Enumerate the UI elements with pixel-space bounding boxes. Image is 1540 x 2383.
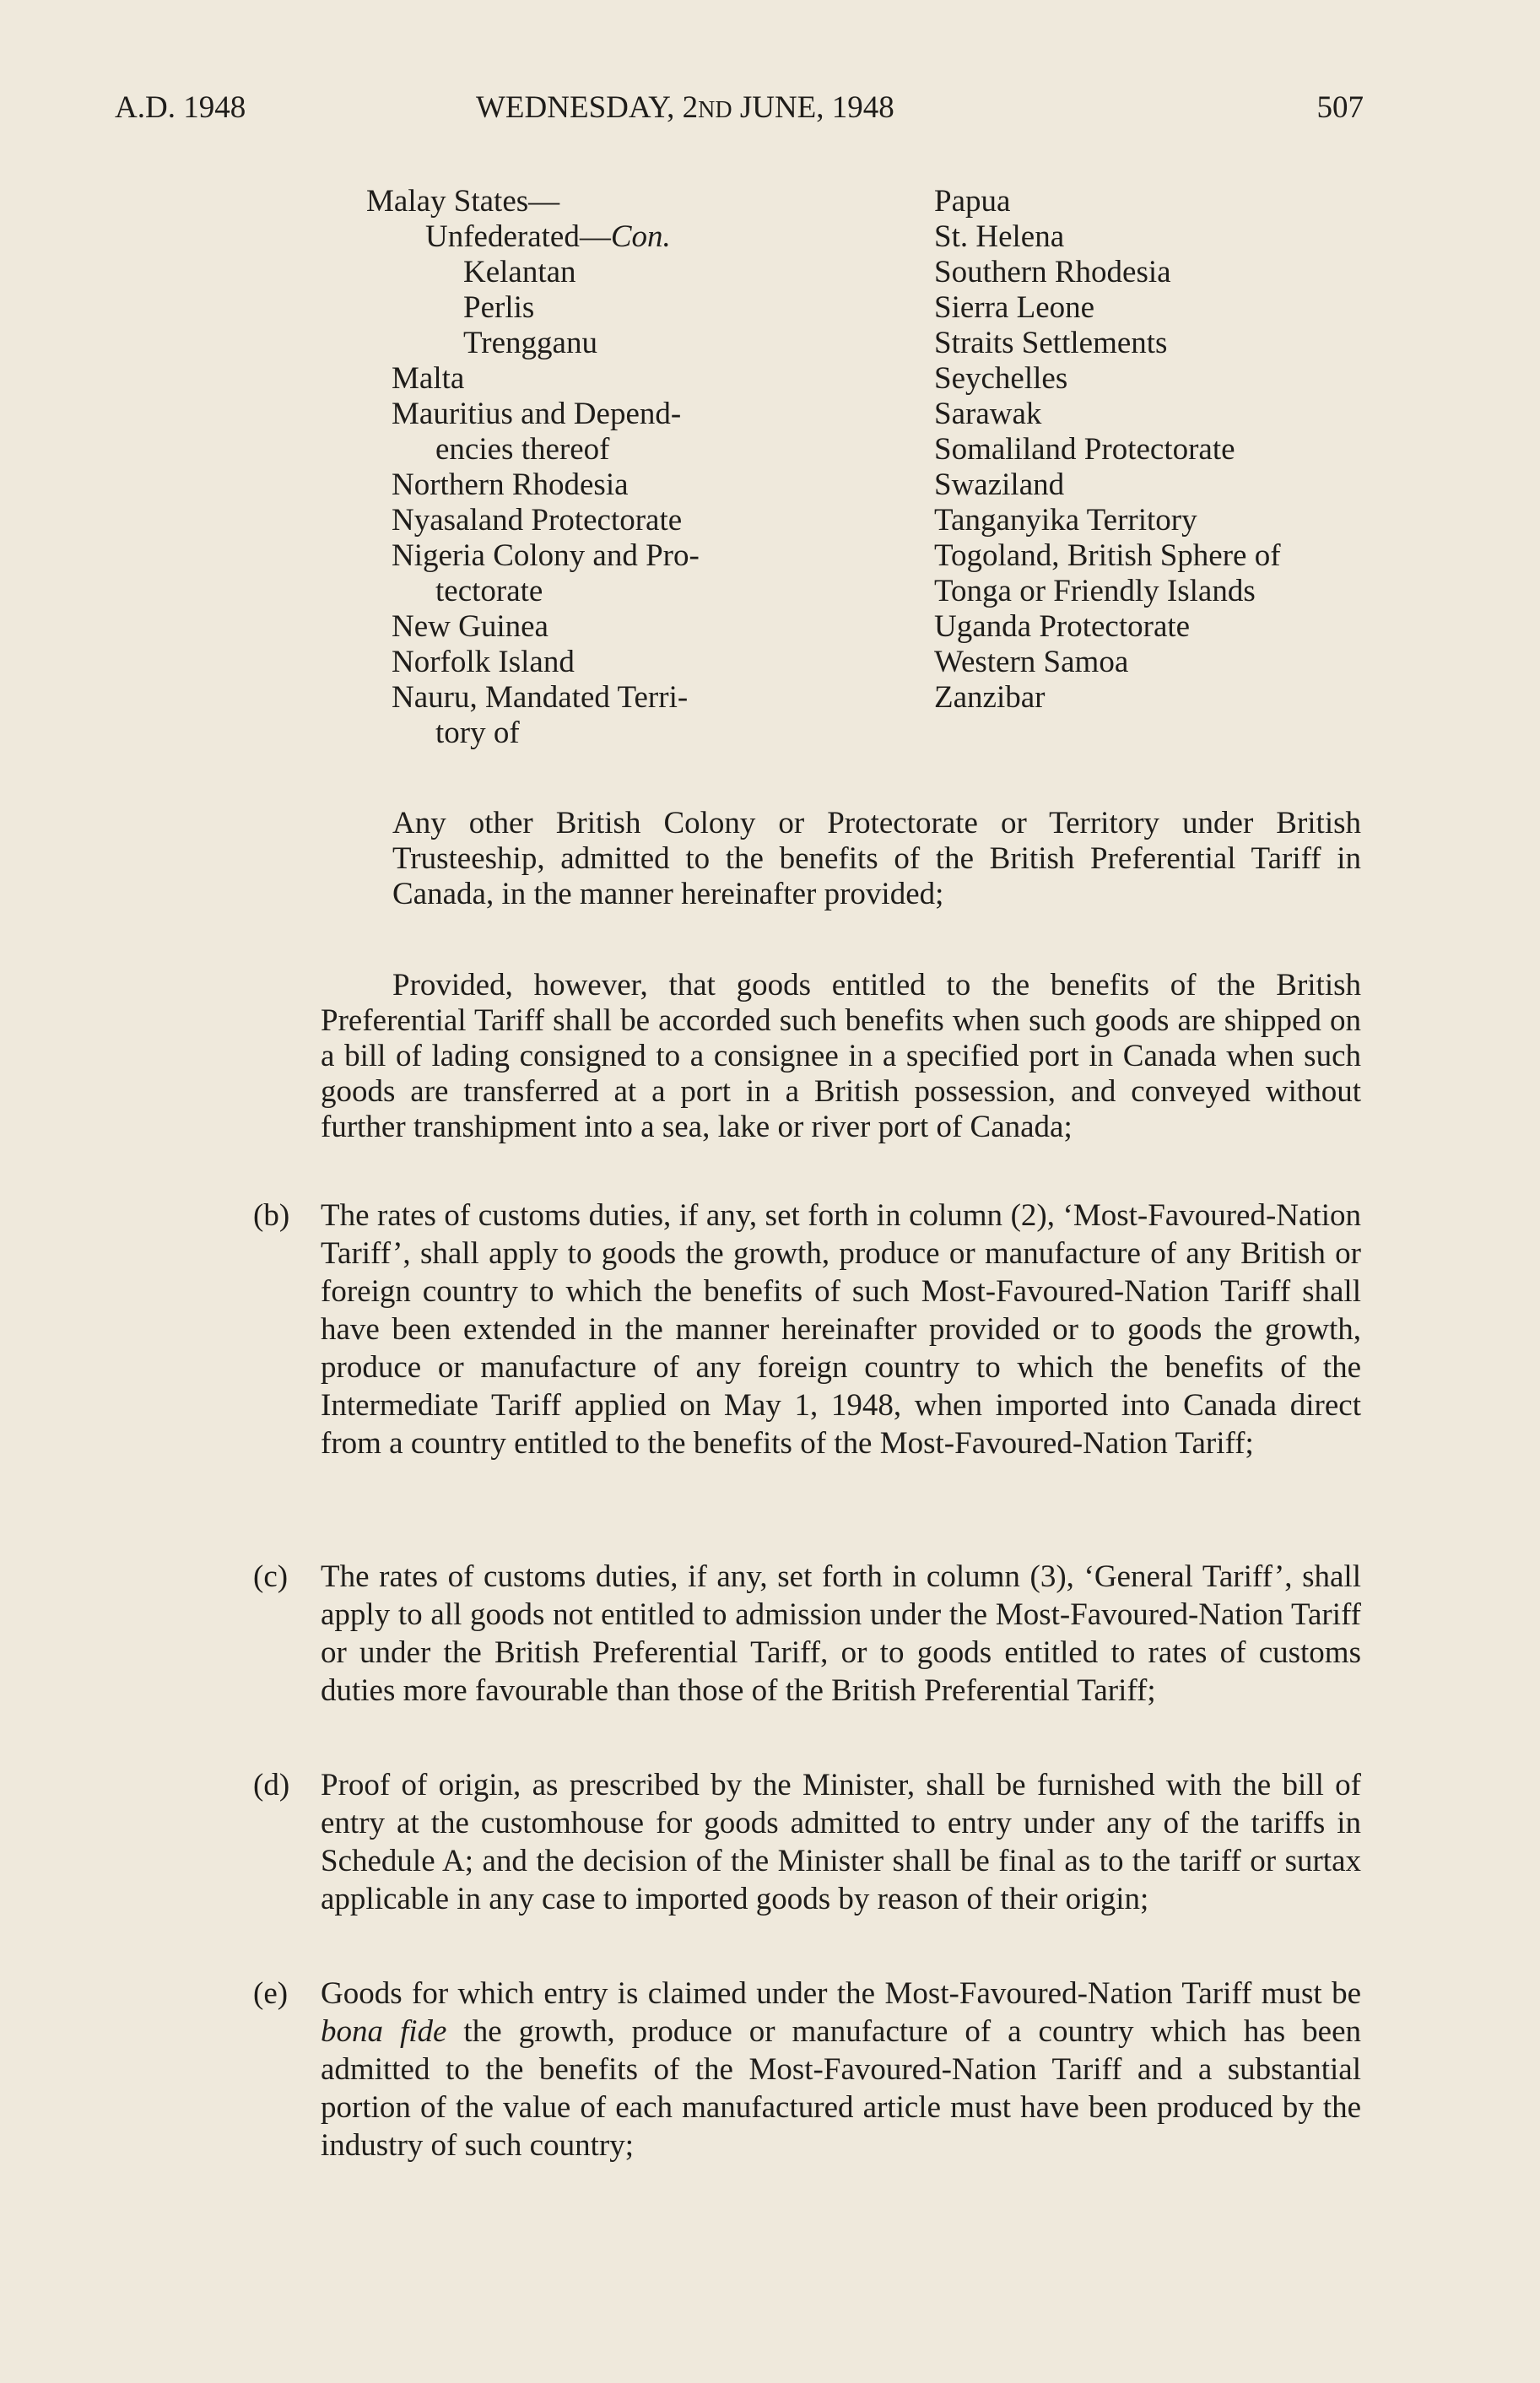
- list-item: Seychelles: [934, 361, 1068, 396]
- page-number: 507: [1316, 90, 1364, 125]
- running-header: [115, 89, 1364, 132]
- clause-label: (b): [253, 1198, 290, 1233]
- list-item: Kelantan: [463, 255, 576, 289]
- list-item: Somaliland Protectorate: [934, 432, 1235, 467]
- list-item: Perlis: [463, 290, 535, 325]
- list-item: Tanganyika Territory: [934, 503, 1197, 538]
- list-item: Nauru, Mandated Terri-: [392, 680, 689, 715]
- list-item: Western Samoa: [934, 645, 1129, 679]
- clause-c: [253, 1558, 1361, 1710]
- list-item: Northern Rhodesia: [392, 467, 629, 502]
- list-item: Zanzibar: [934, 680, 1046, 715]
- header-year: A.D. 1948: [115, 90, 246, 125]
- list-item: Sierra Leone: [934, 290, 1095, 325]
- clause-b: [253, 1197, 1361, 1462]
- list-item: Togoland, British Sphere of: [934, 538, 1281, 573]
- territory-list-right: [934, 184, 1281, 716]
- clause-text: Proof of origin, as prescribed by the Minister, shall be furnished with the bill of entry at the customhouse for goods admitted to entry under any of the tariffs in Schedule A; and the decision of the Minister shall be final as to the tariff or surtax applicable in any case to imported goods by reason of their origin;: [321, 1768, 1361, 1916]
- list-item: Malta: [392, 361, 465, 396]
- list-item: Tonga or Friendly Islands: [934, 574, 1256, 608]
- clause-e: [253, 1975, 1361, 2164]
- list-item: Uganda Protectorate: [934, 609, 1191, 644]
- list-item: New Guinea: [392, 609, 548, 644]
- continued-marker: Con.: [610, 219, 671, 254]
- header-date: WEDNESDAY, 2ND JUNE, 1948: [476, 90, 894, 125]
- clause-d: [253, 1766, 1361, 1918]
- list-item: Norfolk Island: [392, 645, 575, 679]
- list-item: St. Helena: [934, 219, 1065, 254]
- clause-label: (e): [253, 1976, 289, 2011]
- latin-phrase: bona fide: [321, 2014, 447, 2049]
- clause-text: Goods for which entry is claimed under the Most-Favoured-Nation Tariff must be bona fide the growth, produce or manufacture of a country which has been admitted to the benefits of the Most-Favoured-Nation Tariff and a substantial portion of the value of each manufactured article must have been produced by the industry of such country;: [321, 1976, 1362, 2163]
- any-other-territory-paragraph: Any other British Colony or Protectorate or Territory under British Trusteeship, admitted to the benefits of the British Preferential Tariff in Canada, in the manner hereinafter provided;: [392, 806, 1361, 911]
- clause-label: (d): [253, 1768, 290, 1802]
- list-item: Southern Rhodesia: [934, 255, 1171, 289]
- list-item: Malay States—: [366, 184, 560, 219]
- clause-text: The rates of customs duties, if any, set forth in column (2), ‘Most-Favoured-Nation Tariff’, shall apply to goods the growth, produce or manufacture of any British or foreign country to which the benefits of such Most-Favoured-Nation Tariff shall have been extended in the manner hereinafter provided or to goods the growth, produce or manufacture of any foreign country to which the benefits of the Intermediate Tariff applied on May 1, 1948, when imported into Canada direct from a country entitled to the benefits of the Most-Favoured-Nation Tariff;: [321, 1198, 1361, 1461]
- list-item: Unfederated—Con.: [425, 219, 671, 254]
- clause-label: (c): [253, 1559, 289, 1594]
- list-item: encies thereof: [435, 432, 610, 467]
- territory-list-left: [366, 184, 700, 751]
- list-item: Papua: [934, 184, 1011, 219]
- list-item: tory of: [435, 716, 520, 750]
- list-item: Mauritius and Depend-: [392, 397, 682, 431]
- clause-text: The rates of customs duties, if any, set forth in column (3), ‘General Tariff’, shall apply to all goods not entitled to admission under the Most-Favoured-Nation Tariff or under the British Preferential Tariff, or to goods entitled to rates of customs duties more favourable than those of the British Preferential Tariff;: [321, 1559, 1361, 1708]
- list-item: Straits Settlements: [934, 326, 1168, 360]
- list-item: Swaziland: [934, 467, 1065, 502]
- list-item: Trengganu: [463, 326, 597, 360]
- header-date-ordinal: ND: [698, 97, 732, 123]
- proviso-paragraph: Provided, however, that goods entitled to the benefits of the British Preferential Tariff shall be accorded such benefits when such goods are shipped on a bill of lading consigned to a consignee in a specified port in Canada when such goods are transferred at a port in a British possession, and conveyed without further transhipment into a sea, lake or river port of Canada;: [321, 968, 1361, 1144]
- list-item: Sarawak: [934, 397, 1042, 431]
- list-item: tectorate: [435, 574, 543, 608]
- list-item: Nyasaland Protectorate: [392, 503, 683, 538]
- list-item: Nigeria Colony and Pro-: [392, 538, 700, 573]
